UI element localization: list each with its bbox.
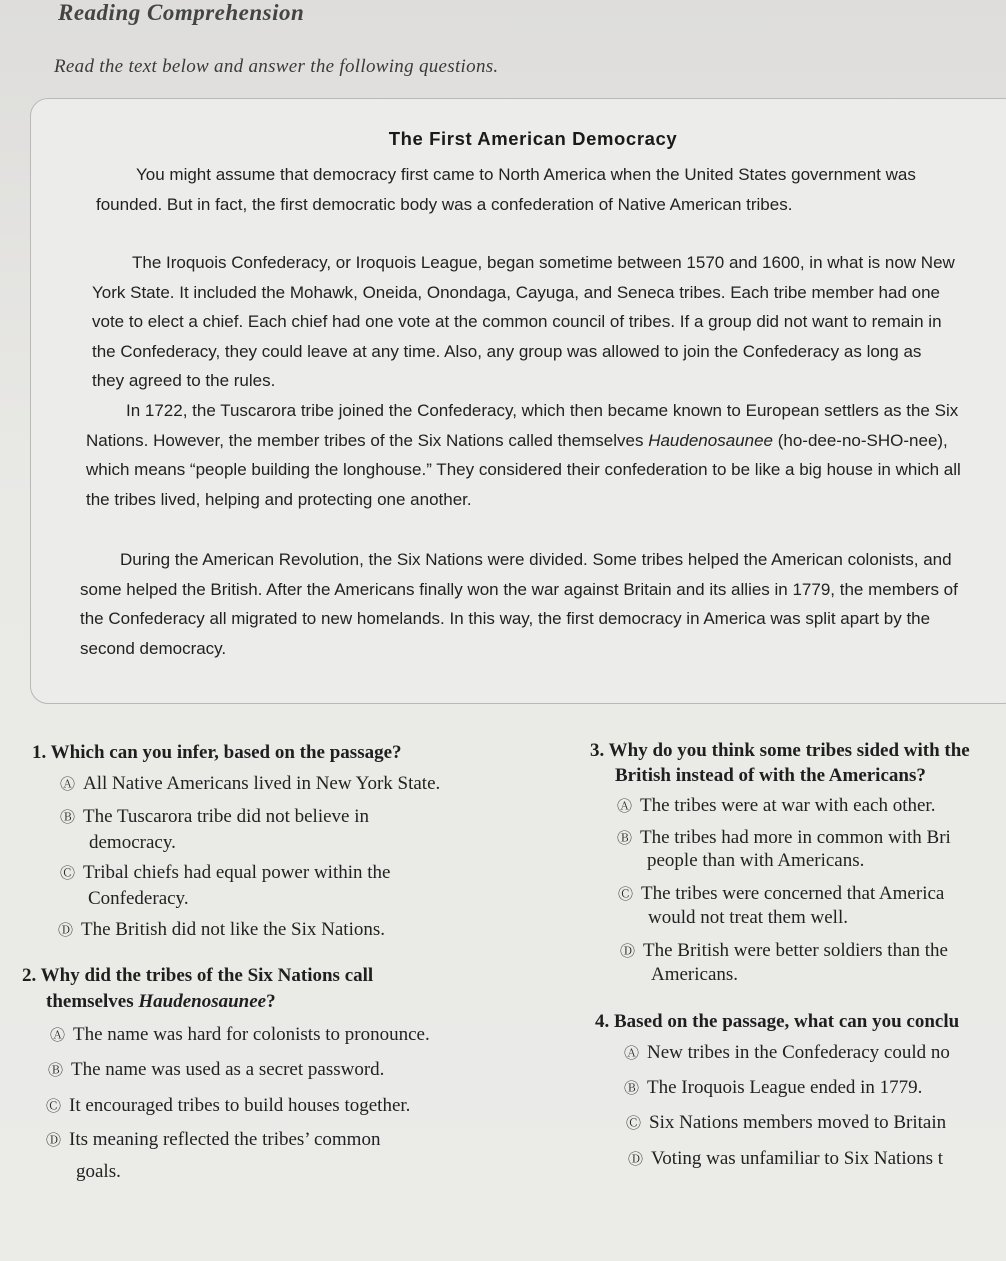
q4-option-c-text: Six Nations members moved to Britain — [649, 1112, 947, 1133]
q1-option-a-text: All Native Americans lived in New York State. — [83, 773, 441, 794]
question-2 — [22, 964, 373, 988]
q2-option-a-text: The name was hard for colonists to pronounce. — [73, 1024, 430, 1045]
option-d-marker: Ⓓ — [58, 923, 74, 939]
question-3-line-2: British instead of with the Americans? — [615, 765, 926, 786]
q3-option-d-text: The British were better soldiers than the — [643, 940, 948, 961]
q3-option-b-continued: people than with Americans. — [647, 850, 865, 871]
option-c-marker: Ⓒ — [60, 866, 76, 882]
option-b-marker: Ⓑ — [624, 1081, 640, 1097]
option-a-marker: Ⓐ — [624, 1046, 640, 1062]
question-2-number: 2. — [22, 965, 37, 986]
option-c-marker: Ⓒ — [626, 1116, 642, 1132]
q3-option-d[interactable] — [620, 939, 948, 964]
question-1 — [32, 741, 402, 765]
q2-option-b[interactable] — [48, 1058, 384, 1083]
passage-title: The First American Democracy — [388, 128, 678, 149]
question-2-text-after: ? — [266, 991, 276, 1012]
q3-option-a[interactable] — [617, 794, 935, 819]
instructions: Read the text below and answer the following questions. — [54, 56, 499, 77]
question-1-number: 1. — [32, 742, 47, 763]
question-4-text: Based on the passage, what can you conclu — [614, 1011, 960, 1032]
q4-option-a[interactable] — [624, 1041, 950, 1066]
q3-option-d-continued: Americans. — [651, 964, 739, 985]
question-2-text-line-1: Why did the tribes of the Six Nations call — [40, 965, 374, 986]
q3-option-b[interactable] — [617, 826, 951, 851]
q2-option-d[interactable] — [46, 1128, 380, 1153]
q4-option-d[interactable] — [628, 1147, 943, 1172]
q2-option-d-text: Its meaning reflected the tribes’ common — [69, 1129, 381, 1150]
question-3-number: 3. — [590, 740, 605, 761]
q1-option-d[interactable] — [58, 918, 385, 943]
q2-option-b-text: The name was used as a secret password. — [71, 1059, 385, 1080]
q3-option-a-text: The tribes were at war with each other. — [640, 795, 936, 816]
option-b-marker: Ⓑ — [617, 831, 633, 847]
question-4-number: 4. — [595, 1011, 610, 1032]
q2-option-c[interactable] — [46, 1094, 410, 1119]
q3-option-c[interactable] — [618, 882, 944, 907]
option-b-marker: Ⓑ — [60, 810, 76, 826]
q1-option-c[interactable] — [60, 861, 390, 886]
q1-option-d-text: The British did not like the Six Nations. — [81, 919, 385, 940]
question-3-text-line-1: Why do you think some tribes sided with the — [608, 740, 970, 761]
q1-option-c-text: Tribal chiefs had equal power within the — [83, 862, 391, 883]
option-d-marker: Ⓓ — [628, 1152, 644, 1168]
q3-option-b-text: The tribes had more in common with Bri — [640, 827, 951, 848]
question-2-line-2 — [46, 990, 276, 1014]
q4-option-d-text: Voting was unfamiliar to Six Nations t — [651, 1148, 944, 1169]
q1-option-c-continued: Confederacy. — [88, 888, 189, 909]
q1-option-a[interactable] — [60, 772, 440, 797]
option-b-marker: Ⓑ — [48, 1063, 64, 1079]
paragraph-3-text-before: In 1722, the Tuscarora tribe joined the Confederacy, which then became known to European settlers as the Six Nations. However, the member tribes of the Six Nations called themselves — [86, 401, 959, 450]
q4-option-b-text: The Iroquois League ended in 1779. — [647, 1077, 923, 1098]
q4-option-c[interactable] — [626, 1111, 946, 1136]
question-3 — [590, 739, 970, 763]
passage-paragraph-1: You might assume that democracy first came to North America when the United States government was founded. But in fact, the first democratic body was a confederation of Native American tribes. — [96, 165, 916, 214]
q1-option-b[interactable] — [60, 805, 369, 830]
option-a-marker: Ⓐ — [617, 799, 633, 815]
question-4 — [595, 1010, 959, 1034]
q4-option-a-text: New tribes in the Confederacy could no — [647, 1042, 950, 1063]
question-2-term: Haudenosaunee — [138, 991, 267, 1012]
q1-option-b-text: The Tuscarora tribe did not believe in — [83, 806, 370, 827]
option-c-marker: Ⓒ — [46, 1099, 62, 1115]
q2-option-d-continued: goals. — [76, 1161, 121, 1182]
passage-paragraph-3 — [86, 396, 962, 514]
q1-option-b-continued: democracy. — [89, 832, 176, 853]
question-2-text-before: themselves — [46, 991, 139, 1012]
paragraph-3-text-after: (ho-dee-no-SHO-nee), which means “people building the longhouse.” They considered their confederation to be like a big house in which all the tribes lived, helping and protecting one another. — [86, 430, 961, 509]
option-c-marker: Ⓒ — [618, 887, 634, 903]
option-a-marker: Ⓐ — [50, 1028, 66, 1044]
q2-option-a[interactable] — [50, 1023, 430, 1048]
q2-option-c-text: It encouraged tribes to build houses together. — [69, 1095, 411, 1116]
passage-paragraph-4: During the American Revolution, the Six Nations were divided. Some tribes helped the American colonists, and some helped the British. After the Americans finally won the war against Britain and its allies in 1779, the members of the Confederacy all migrated to new homelands. In this way, the first democracy in America was split apart by the second democracy. — [80, 550, 958, 658]
section-title: Reading Comprehension — [58, 0, 305, 25]
q3-option-c-text: The tribes were concerned that America — [641, 883, 945, 904]
option-a-marker: Ⓐ — [60, 777, 76, 793]
option-d-marker: Ⓓ — [620, 944, 636, 960]
option-d-marker: Ⓓ — [46, 1133, 62, 1149]
passage-paragraph-2: The Iroquois Confederacy, or Iroquois League, began sometime between 1570 and 1600, in what is now New York State. It included the Mohawk, Oneida, Onondaga, Cayuga, and Seneca tribes. Each tribe member had one vote to elect a chief. Each chief had one vote at the common council of tribes. If a group did not want to remain in the Confederacy, they could leave at any time. Also, any group was allowed to join the Confederacy as long as they agreed to the rules. — [92, 253, 955, 391]
q4-option-b[interactable] — [624, 1076, 922, 1101]
question-1-text: Which can you infer, based on the passage? — [50, 742, 402, 763]
haudenosaunee-term: Haudenosaunee — [648, 430, 773, 450]
q3-option-c-continued: would not treat them well. — [648, 907, 848, 928]
